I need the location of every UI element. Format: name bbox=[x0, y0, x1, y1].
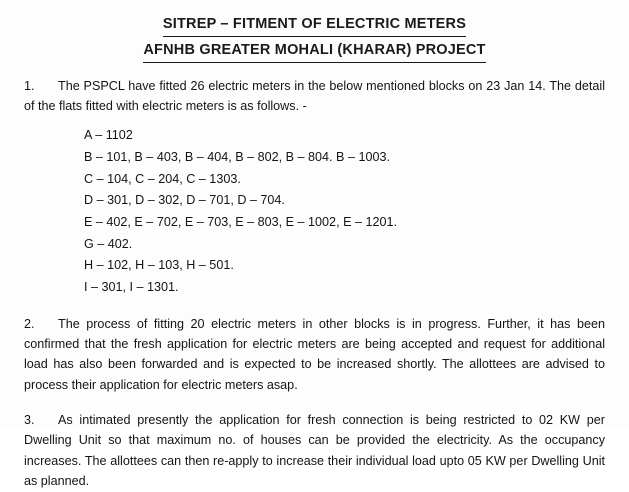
list-item: E – 402, E – 702, E – 703, E – 803, E – 1002, E – 1201. bbox=[84, 214, 397, 229]
title-line-1-wrapper bbox=[24, 14, 605, 37]
document-title-line-1: SITREP – FITMENT OF ELECTRIC METERS bbox=[163, 14, 466, 37]
paragraph-2-number: 2. bbox=[24, 316, 35, 331]
list-item: B – 101, B – 403, B – 404, B – 802, B – 804. B – 1003. bbox=[84, 149, 390, 164]
paragraph-2 bbox=[24, 314, 605, 396]
list-item: H – 102, H – 103, H – 501. bbox=[84, 258, 234, 273]
paragraph-2-text: The process of fitting 20 electric meters in other blocks is in progress. Further, it has been confirmed that the fresh application for electric meters are being accepted and request for additional load has also been forwarded and is expected to be increased shortly. The allottees are advised to process their application for electric meters asap. bbox=[24, 316, 605, 392]
list-item: I – 301, I – 1301. bbox=[84, 279, 179, 294]
paragraph-1-number: 1. bbox=[24, 78, 35, 93]
document-title-line-2: AFNHB GREATER MOHALI (KHARAR) PROJECT bbox=[143, 40, 485, 63]
flat-list bbox=[84, 125, 605, 298]
document-title-block bbox=[24, 14, 605, 63]
paragraph-1-text: The PSPCL have fitted 26 electric meters in the below mentioned blocks on 23 Jan 14. The detail of the flats fitted with electric meters is as follows. - bbox=[24, 78, 605, 113]
paragraph-3 bbox=[24, 410, 605, 492]
paragraph-1 bbox=[24, 76, 605, 117]
list-item: A – 1102 bbox=[84, 128, 133, 143]
list-item: C – 104, C – 204, C – 1303. bbox=[84, 171, 241, 186]
title-line-2-wrapper bbox=[24, 40, 605, 63]
paragraph-3-number: 3. bbox=[24, 413, 35, 428]
list-item: D – 301, D – 302, D – 701, D – 704. bbox=[84, 193, 285, 208]
list-item: G – 402. bbox=[84, 236, 133, 251]
paragraph-3-text: As intimated presently the application for fresh connection is being restricted to 02 KW per Dwelling Unit so that maximum no. of houses can be provided the electricity. As the occupancy increases. The allottees can then re-apply to increase their individual load upto 05 KW per Dwelling Unit as planned. bbox=[24, 413, 605, 489]
